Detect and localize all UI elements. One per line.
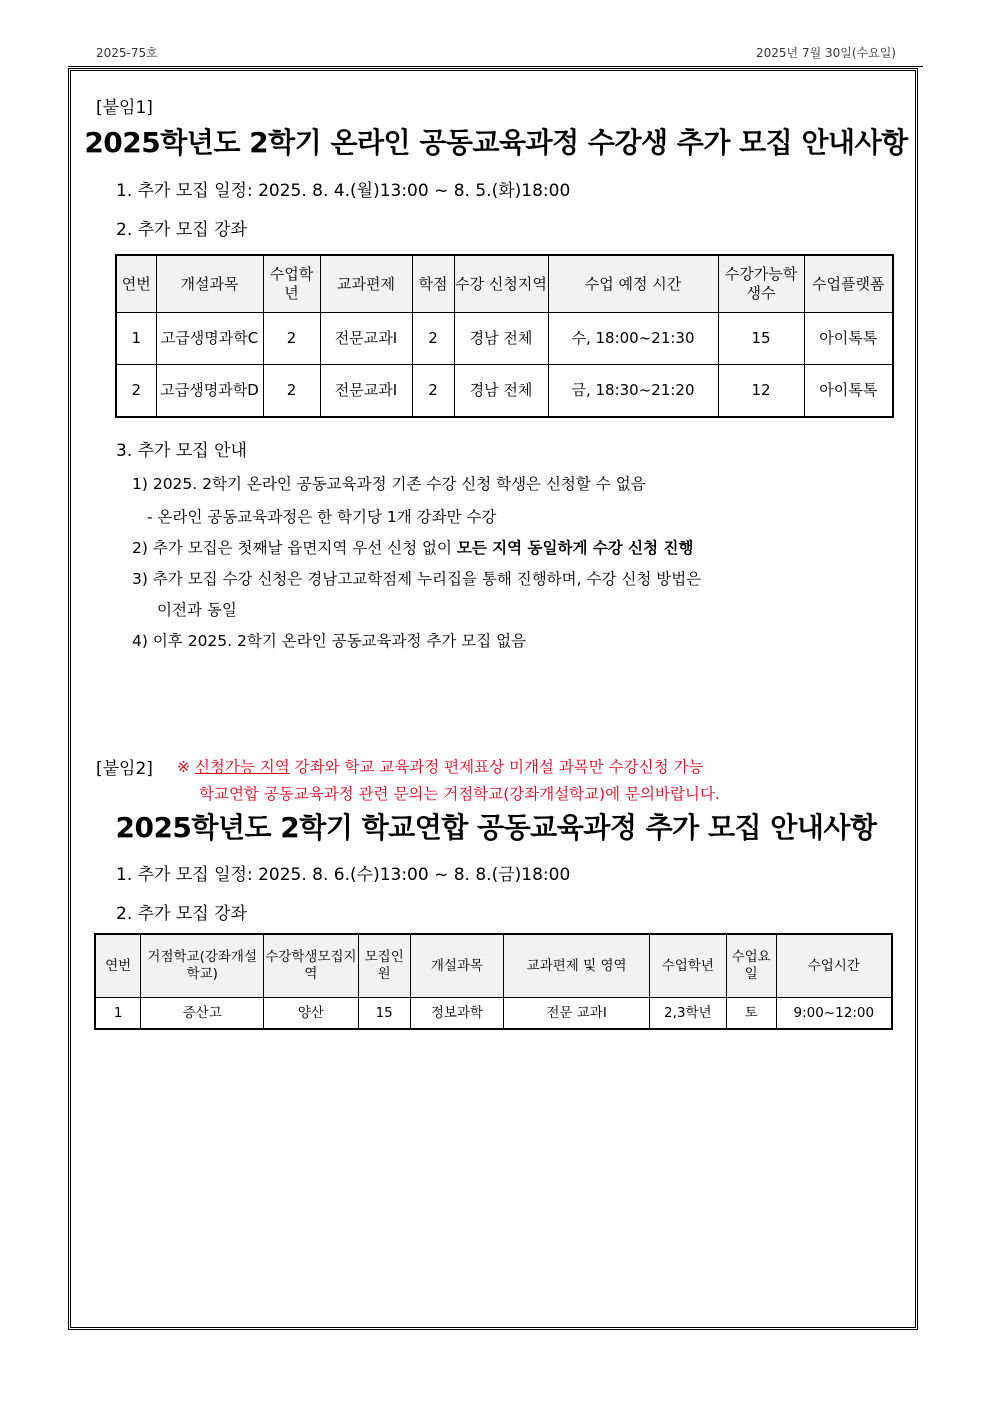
header-cell: 학점 [412, 255, 454, 313]
table-cell: 고급생명과학C [156, 313, 263, 365]
table-header-row [116, 255, 893, 313]
table-cell: 1 [116, 313, 156, 365]
table-cell: 2,3학년 [649, 998, 726, 1030]
header-divider [68, 66, 923, 67]
header-cell: 개설과목 [156, 255, 263, 313]
attach1-course-table [115, 254, 894, 418]
header-cell: 거점학교(강좌개설학교) [141, 934, 264, 998]
attach2-courses-heading: 2. 추가 모집 강좌 [116, 904, 247, 924]
table-row [116, 313, 893, 365]
table-cell: 정보과학 [410, 998, 504, 1030]
attach2-schedule: 1. 추가 모집 일정: 2025. 8. 6.(수)13:00 ~ 8. 8.(금)18:00 [116, 865, 571, 885]
notice-item-3-cont: 이전과 동일 [157, 601, 237, 619]
attach1-label: [붙임1] [96, 98, 153, 118]
table-cell: 전문 교과Ⅰ [504, 998, 650, 1030]
header-cell: 수업 예정 시간 [548, 255, 718, 313]
table-cell: 증산고 [141, 998, 264, 1030]
table-cell: 2 [412, 365, 454, 418]
notice-item-2-text: 2) 추가 모집은 첫째날 읍면지역 우선 신청 없이 [132, 539, 457, 557]
attach2-title: 2025학년도 2학기 학교연합 공동교육과정 추가 모집 안내사항 [115, 811, 877, 844]
table-header-row [95, 934, 892, 998]
table-cell: 9:00~12:00 [776, 998, 892, 1030]
header-cell: 수강학생모집지역 [264, 934, 359, 998]
header-cell: 수강 신청지역 [454, 255, 548, 313]
doc-date: 2025년 7월 30일(수요일) [756, 46, 896, 60]
doc-number: 2025-75호 [96, 46, 158, 60]
table-cell: 양산 [264, 998, 359, 1030]
table-cell: 12 [718, 365, 804, 418]
header-cell: 수업시간 [776, 934, 892, 998]
table-row [95, 998, 892, 1030]
table-cell: 2 [263, 365, 320, 418]
table-cell: 고급생명과학D [156, 365, 263, 418]
header-cell: 연번 [95, 934, 141, 998]
header-cell: 수업플랫폼 [804, 255, 893, 313]
header-cell: 수업학년 [263, 255, 320, 313]
attach2-notice-line1 [177, 755, 703, 777]
notice-item-2-emphasis: 모든 지역 동일하게 수강 신청 진행 [456, 539, 694, 557]
notice-item-2 [132, 536, 693, 558]
header-cell: 수강가능학생수 [718, 255, 804, 313]
table-cell: 수, 18:00~21:30 [548, 313, 718, 365]
notice-item-1-sub: - 온라인 공동교육과정은 한 학기당 1개 강좌만 수강 [147, 508, 497, 526]
header-cell: 개설과목 [410, 934, 504, 998]
table-cell: 전문교과Ⅰ [320, 365, 412, 418]
attach1-notice-heading: 3. 추가 모집 안내 [116, 441, 247, 461]
table-cell: 15 [358, 998, 410, 1030]
table-cell: 전문교과Ⅰ [320, 313, 412, 365]
table-cell: 2 [116, 365, 156, 418]
table-cell: 2 [263, 313, 320, 365]
table-cell: 아이톡톡 [804, 313, 893, 365]
attach2-course-table [94, 933, 893, 1030]
notice-text: 강좌와 학교 교육과정 편제표상 미개설 과목만 수강신청 가능 [289, 758, 704, 776]
header-cell: 교과편제 및 영역 [504, 934, 650, 998]
attach2-notice-line2: 학교연합 공동교육과정 관련 문의는 거점학교(강좌개설학교)에 문의바랍니다. [199, 785, 720, 803]
attach1-courses-heading: 2. 추가 모집 강좌 [116, 220, 247, 240]
notice-item-3: 3) 추가 모집 수강 신청은 경남고교학점제 누리집을 통해 진행하며, 수강 신청 방법은 [132, 570, 702, 588]
header-cell: 교과편제 [320, 255, 412, 313]
asterisk-mark-icon: ※ [177, 758, 190, 776]
header-cell: 수업요일 [726, 934, 776, 998]
table-cell: 금, 18:30~21:20 [548, 365, 718, 418]
table-cell: 경남 전체 [454, 365, 548, 418]
notice-item-4: 4) 이후 2025. 2학기 온라인 공동교육과정 추가 모집 없음 [132, 632, 527, 650]
table-row [116, 365, 893, 418]
header-cell: 수업학년 [649, 934, 726, 998]
table-cell: 토 [726, 998, 776, 1030]
header-cell: 연번 [116, 255, 156, 313]
table-cell: 1 [95, 998, 141, 1030]
notice-underlined: 신청가능 지역 [194, 758, 290, 776]
attach1-title: 2025학년도 2학기 온라인 공동교육과정 수강생 추가 모집 안내사항 [84, 126, 908, 159]
table-cell: 15 [718, 313, 804, 365]
attach2-label: [붙임2] [96, 759, 153, 779]
notice-item-1: 1) 2025. 2학기 온라인 공동교육과정 기존 수강 신청 학생은 신청할 수 없음 [132, 475, 646, 493]
table-cell: 2 [412, 313, 454, 365]
table-cell: 아이톡톡 [804, 365, 893, 418]
table-cell: 경남 전체 [454, 313, 548, 365]
attach1-schedule: 1. 추가 모집 일정: 2025. 8. 4.(월)13:00 ~ 8. 5.(화)18:00 [116, 181, 571, 201]
header-cell: 모집인원 [358, 934, 410, 998]
